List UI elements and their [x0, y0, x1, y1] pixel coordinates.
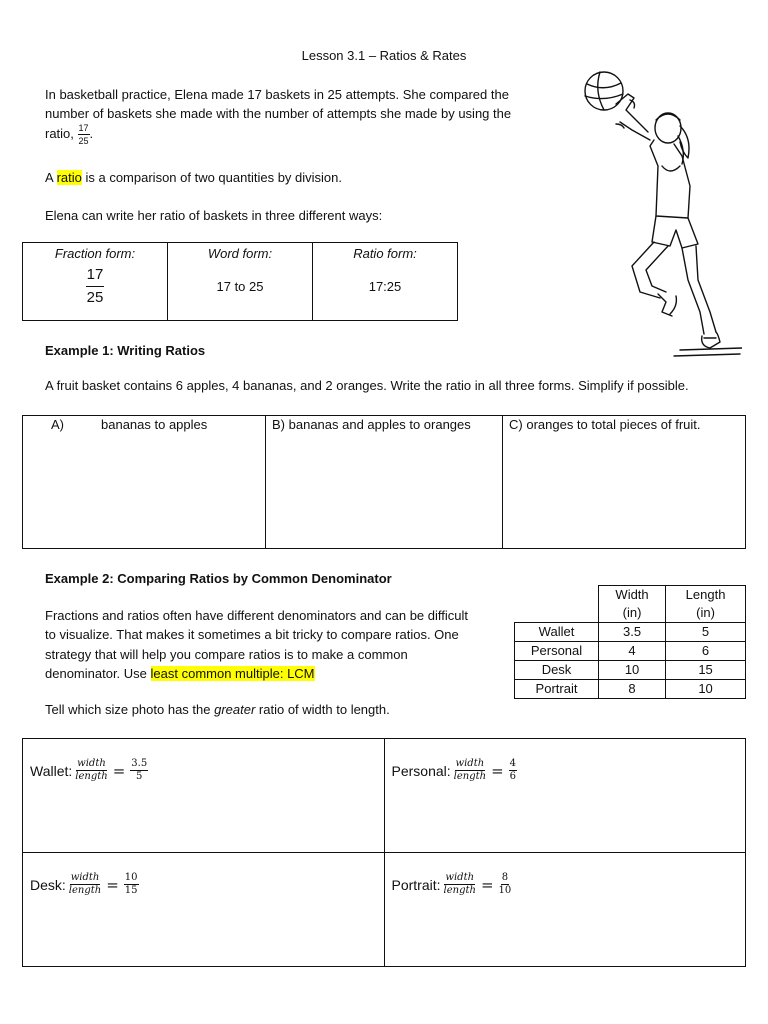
part-a-text: bananas to apples [101, 417, 208, 432]
fraction-form-caption: Fraction form: [54, 246, 136, 261]
wallet-cell[interactable] [23, 739, 385, 853]
ratio-form-value: 17:25 [368, 279, 402, 294]
size-table-header-width [599, 586, 666, 623]
length-header-line-2: (in) [696, 605, 715, 620]
example-2-heading: Example 2: Comparing Ratios by Common Denominator [45, 571, 392, 586]
example-1-part-b[interactable] [266, 416, 503, 549]
portrait-cell[interactable] [384, 853, 746, 967]
intro-fraction-numerator: 17 [78, 123, 89, 133]
question-emphasis: greater [214, 702, 256, 717]
ratio-form-cell [313, 243, 458, 321]
portrait-word-fraction [444, 873, 476, 896]
intro-line-3 [45, 123, 555, 146]
word-form-caption: Word form: [207, 246, 273, 261]
ratio-form-caption: Ratio form: [353, 246, 417, 261]
desk-word-num: width [70, 872, 100, 883]
wallet-word-num: width [77, 758, 106, 769]
personal-value-den: 6 [509, 771, 517, 782]
wallet-value-num: 3.5 [131, 758, 148, 769]
row-width-portrait: 8 [599, 680, 666, 699]
desk-cell[interactable] [23, 853, 385, 967]
row-width-desk: 10 [599, 661, 666, 680]
part-b-letter: B) [272, 417, 285, 432]
fraction-form-numerator: 17 [86, 265, 105, 287]
row-length-wallet: 5 [666, 623, 746, 642]
portrait-value-den: 10 [498, 885, 512, 896]
portrait-word-num: width [445, 872, 475, 883]
desk-value-fraction [124, 873, 139, 896]
personal-cell[interactable] [384, 739, 746, 853]
desk-value-num: 10 [124, 872, 138, 883]
comparison-grid [22, 738, 746, 967]
basketball-player-illustration [570, 66, 742, 362]
row-width-wallet: 3.5 [599, 623, 666, 642]
desk-value-den: 15 [124, 885, 138, 896]
width-header-line-1: Width [615, 587, 649, 602]
row-width-personal: 4 [599, 642, 666, 661]
example-2-line-4-prefix: denominator. Use [45, 665, 151, 681]
example-2-question [45, 702, 505, 717]
length-header-line-1: Length [685, 587, 726, 602]
example-2-line-4 [45, 664, 505, 683]
definition-suffix: is a comparison of two quantities by division. [81, 170, 343, 185]
example-2-paragraph [45, 606, 505, 683]
table-row [515, 661, 746, 680]
row-length-personal: 6 [666, 642, 746, 661]
intro-paragraph [45, 85, 555, 146]
wallet-word-den: length [75, 771, 108, 782]
intro-line-3-suffix: . [89, 125, 94, 141]
question-prefix: Tell which size photo has the [45, 702, 215, 717]
wallet-word-fraction [75, 759, 107, 782]
portrait-value-fraction [499, 873, 512, 896]
example-2-line-2: to visualize. That makes it sometimes a bit tricky to compare ratios. One [45, 627, 459, 643]
ratio-forms-table [22, 242, 458, 321]
portrait-value-num: 8 [501, 872, 509, 883]
personal-word-den: length [453, 771, 487, 782]
definition-term: ratio [56, 170, 82, 185]
question-suffix: ratio of width to length. [255, 702, 390, 717]
personal-equation [392, 759, 518, 782]
example-1-part-c[interactable] [503, 416, 746, 549]
intro-fraction [78, 123, 90, 146]
part-c-text: oranges to total pieces of fruit. [526, 417, 701, 432]
table-row [515, 642, 746, 661]
fraction-form-denominator: 25 [86, 289, 104, 306]
wallet-label: Wallet: [30, 762, 73, 779]
personal-value-num: 4 [509, 758, 517, 769]
table-row [515, 680, 746, 699]
desk-equals: = [106, 875, 119, 894]
example-2-line-1: Fractions and ratios often have different denominators and can be difficult [45, 608, 469, 623]
size-table-header-length [666, 586, 746, 623]
basketball-icon [585, 72, 623, 110]
intro-line-2: number of baskets she made with the number of attempts she made by using the [45, 106, 512, 121]
example-1-part-a[interactable] [23, 416, 266, 549]
example-1-heading: Example 1: Writing Ratios [45, 343, 206, 358]
definition-prefix: A [45, 170, 57, 185]
portrait-equation [392, 873, 512, 896]
fraction-form-value [86, 265, 105, 308]
intro-line-1: In basketball practice, Elena made 17 baskets in 25 attempts. She compared the [45, 87, 509, 102]
ratio-definition [45, 168, 555, 187]
portrait-equals: = [480, 875, 494, 894]
desk-word-fraction [69, 873, 101, 896]
part-a-letter: A) [51, 417, 64, 432]
size-table-corner [515, 586, 599, 623]
page-title: Lesson 3.1 – Ratios & Rates [301, 48, 467, 63]
part-c-letter: C) [509, 417, 523, 432]
row-name-desk: Desk [515, 661, 599, 680]
word-form-value: 17 to 25 [216, 279, 264, 294]
row-length-portrait: 10 [666, 680, 746, 699]
part-b-text: bananas and apples to oranges [288, 417, 471, 432]
photo-size-table [514, 585, 746, 699]
personal-equals: = [491, 761, 504, 780]
wallet-equals: = [112, 761, 126, 780]
portrait-label: Portrait: [391, 876, 441, 893]
table-row [515, 623, 746, 642]
example-1-prompt: A fruit basket contains 6 apples, 4 bananas, and 2 oranges. Write the ratio in all three forms. Simplify if possible. [45, 378, 689, 393]
example-2-line-3: strategy that will help you compare ratios is to make a common [45, 646, 408, 662]
wallet-equation [30, 759, 148, 782]
word-form-cell [168, 243, 313, 321]
intro-fraction-denominator: 25 [78, 136, 89, 146]
ways-text: Elena can write her ratio of baskets in three different ways: [45, 208, 383, 223]
row-name-wallet: Wallet [515, 623, 599, 642]
fraction-form-cell [23, 243, 168, 321]
example-1-table [22, 415, 746, 549]
personal-word-fraction [454, 759, 486, 782]
personal-word-num: width [455, 758, 485, 769]
lcm-highlight: least common multiple: LCM [150, 665, 315, 681]
desk-label: Desk: [30, 876, 66, 893]
desk-equation [30, 873, 139, 896]
desk-word-den: length [68, 885, 102, 896]
intro-line-3-prefix: ratio, [45, 125, 78, 141]
wallet-value-den: 5 [136, 771, 143, 782]
width-header-line-2: (in) [622, 605, 642, 620]
personal-label: Personal: [391, 762, 451, 779]
row-name-personal: Personal [515, 642, 599, 661]
personal-value-fraction [509, 759, 517, 782]
wallet-value-fraction [130, 759, 148, 782]
portrait-word-den: length [443, 885, 476, 896]
row-name-portrait: Portrait [515, 680, 599, 699]
row-length-desk: 15 [666, 661, 746, 680]
